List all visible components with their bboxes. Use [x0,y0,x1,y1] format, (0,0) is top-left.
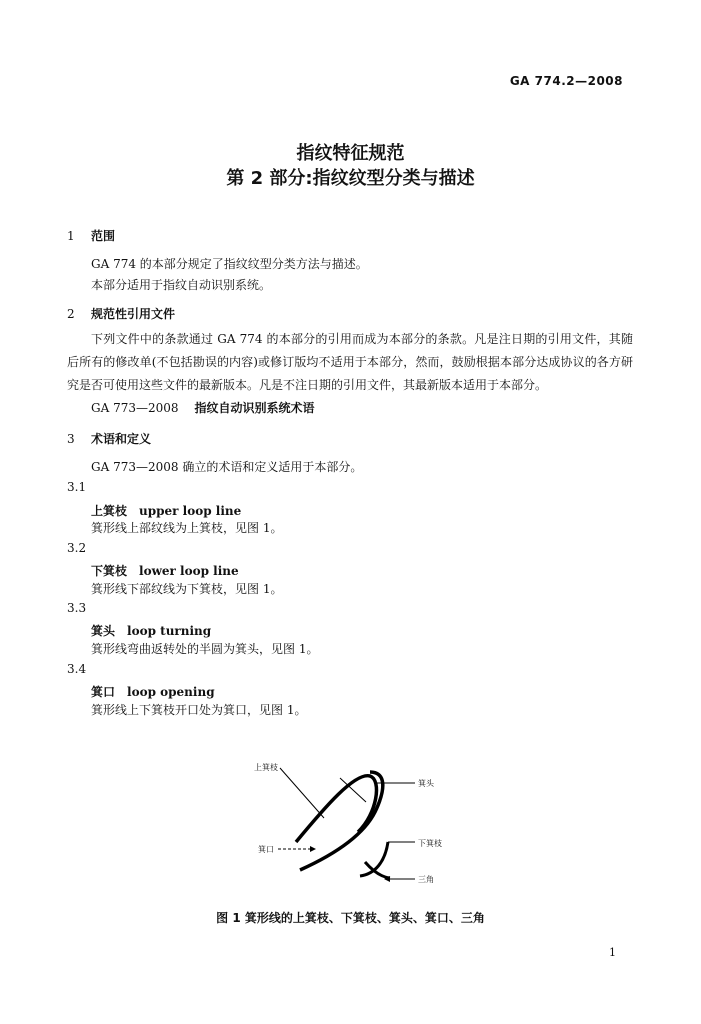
section-3-title: 术语和定义 [91,432,152,446]
term-zh: 箕头 [91,624,116,638]
standard-id: GA 774.2—2008 [509,74,623,88]
label-delta: 三角 [418,875,434,884]
term-heading [91,683,215,700]
normative-reference [91,399,315,416]
term-definition: 箕形线弯曲返转处的半圆为箕头，见图 1。 [91,642,319,656]
section-2-title: 规范性引用文件 [91,307,176,321]
term-definition: 箕形线下部纹线为下箕枝，见图 1。 [91,582,283,596]
arrow-opening [310,846,316,852]
leader-upper [280,768,324,818]
section-3-para: GA 773—2008 确立的术语和定义适用于本部分。 [91,460,363,474]
term-heading [91,622,211,639]
term-number: 3.2 [67,541,87,555]
loop-diagram [240,752,460,892]
term-en: loop turning [127,624,212,638]
label-loop-turning: 箕头 [418,779,434,788]
figure-caption: 图 1 箕形线的上箕枝、下箕枝、箕头、箕口、三角 [216,911,485,925]
section-2-number: 2 [67,307,75,321]
term-number: 3.1 [67,480,87,494]
reference-title: 指纹自动识别系统术语 [194,401,315,415]
doc-title-line2: 第 2 部分:指纹纹型分类与描述 [226,168,475,189]
section-2-para: 下列文件中的条款通过 GA 774 的本部分的引用而成为本部分的条款。凡是注日期的引用文件，其随后所有的修改单(不包括勘误的内容)或修订版均不适用于本部分，然而，鼓励根据本部分达成协议的各方研究是否可使用这些文件的最新版本。凡是不注日期的引用文件，其最新版本适用于本部分。 [67,332,633,392]
label-upper-loop-line: 上箕枝 [254,763,278,772]
delta-line-right [365,862,390,878]
reference-code: GA 773—2008 [91,401,179,415]
doc-title-line1: 指纹特征规范 [296,143,405,164]
term-en: loop opening [127,685,215,699]
term-zh: 上箕枝 [91,504,128,518]
section-1-para-1: GA 774 的本部分规定了指纹纹型分类方法与描述。 [91,257,368,271]
term-heading [91,502,241,519]
label-lower-loop-line: 下箕枝 [418,839,442,848]
upper-loop-line [296,776,376,842]
section-1-para-2: 本部分适用于指纹自动识别系统。 [91,278,272,292]
term-en: lower loop line [139,564,239,578]
term-zh: 箕口 [91,685,116,699]
term-heading [91,562,239,579]
label-loop-opening: 箕口 [258,845,274,854]
section-2-heading [67,305,175,322]
section-1-heading [67,227,115,244]
section-1-number: 1 [67,229,75,243]
section-3-heading [67,430,151,447]
section-1-title: 范围 [91,229,116,243]
term-definition: 箕形线上部纹线为上箕枝，见图 1。 [91,521,283,535]
term-zh: 下箕枝 [91,564,128,578]
page-number: 1 [609,946,616,959]
term-en: upper loop line [139,504,242,518]
term-number: 3.4 [67,662,87,676]
section-3-number: 3 [67,432,75,446]
term-number: 3.3 [67,601,87,615]
term-definition: 箕形线上下箕枝开口处为箕口，见图 1。 [91,703,307,717]
